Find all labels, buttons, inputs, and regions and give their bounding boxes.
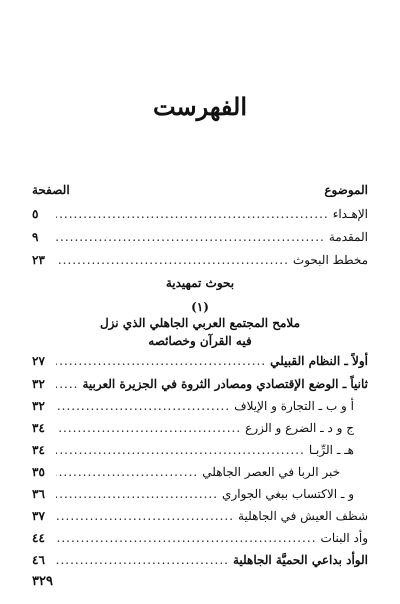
toc-entry-page: ٩	[32, 230, 39, 244]
toc-entry-label: أ و ب ـ التجارة و الإيلاف	[234, 399, 354, 413]
toc-entry-page: ٣٥	[32, 465, 45, 479]
toc-entry-page: ٣٧	[32, 509, 45, 523]
toc-entry-page: ٢٣	[32, 253, 45, 267]
toc-entry-page: ٤٤	[32, 531, 45, 545]
toc-entry-label: المقدمة	[328, 230, 368, 244]
toc-entry	[32, 375, 368, 393]
toc-entry-research-plan	[32, 251, 368, 269]
toc-entry	[32, 551, 368, 569]
toc-entry-page: ٣٢	[32, 399, 45, 413]
dot-leader	[56, 205, 329, 223]
dot-leader	[56, 228, 325, 246]
dot-leader	[56, 251, 289, 269]
topic-column-header: الموضوع	[324, 183, 368, 197]
toc-entry-label: ج و د ـ الضرع و الزرع	[245, 421, 354, 435]
toc-entry	[32, 352, 368, 370]
toc-entry	[32, 485, 368, 503]
toc-entry	[32, 441, 368, 459]
section-heading: بحوث تمهيدية	[165, 276, 235, 290]
toc-entry-page: ٣٢	[32, 377, 45, 391]
toc-entry-label: شظف العيش في الجاهلية	[238, 509, 368, 523]
toc-entry-label: وأد البنات	[320, 531, 368, 545]
toc-entry	[32, 463, 368, 481]
toc-entry	[32, 419, 368, 437]
toc-entry	[32, 507, 368, 525]
toc-entry	[32, 397, 368, 415]
toc-entry-page: ٢٧	[32, 354, 45, 368]
toc-entry-label: مخطط البحوث	[292, 253, 368, 267]
page-column-header: الصفحة	[32, 183, 70, 197]
page-title: الفهرست	[152, 92, 248, 121]
toc-entry-label: ثانياً ـ الوضع الإقتصادي ومصادر الثروة في الجزيرة العربية	[82, 377, 368, 391]
toc-entry-introduction	[32, 228, 368, 246]
toc-entry-label: و ـ الاكتساب ببغي الجواري	[222, 487, 354, 501]
toc-entry-label: أولاً ـ النظام القبيلي	[270, 354, 368, 368]
toc-entry-page: ٣٤	[32, 421, 45, 435]
page-number: ٣٢٩	[32, 574, 53, 589]
dot-leader	[56, 441, 305, 459]
dot-leader	[56, 397, 230, 415]
toc-entry-label: خبر الربا في العصر الجاهلي	[202, 465, 340, 479]
section-subtitle-line2: فيه القرآن وخصائصه	[148, 334, 252, 348]
toc-entry-page: ٥	[32, 207, 39, 221]
dot-leader	[56, 419, 241, 437]
toc-entry-label: الإهـداء	[332, 207, 368, 221]
dot-leader	[56, 375, 78, 393]
dot-leader	[56, 529, 317, 547]
dot-leader	[56, 463, 198, 481]
toc-entry	[32, 529, 368, 547]
toc-entry-page: ٣٦	[32, 487, 45, 501]
toc-entry-page: ٣٤	[32, 443, 45, 457]
dot-leader	[56, 551, 229, 569]
toc-entry-label: هـ ـ الرِّبـا	[308, 443, 354, 457]
toc-entry-label: الوأد بداعي الحميَّة الجاهلية	[232, 553, 368, 567]
dot-leader	[56, 485, 218, 503]
section-subtitle-line1: ملامح المجتمع العربي الجاهلي الذي نزل	[99, 316, 301, 330]
toc-entry-dedication	[32, 205, 368, 223]
dot-leader	[56, 507, 234, 525]
toc-entry-page: ٤٦	[32, 553, 45, 567]
column-headers	[32, 183, 368, 197]
dot-leader	[56, 352, 266, 370]
section-number: (١)	[191, 300, 209, 314]
